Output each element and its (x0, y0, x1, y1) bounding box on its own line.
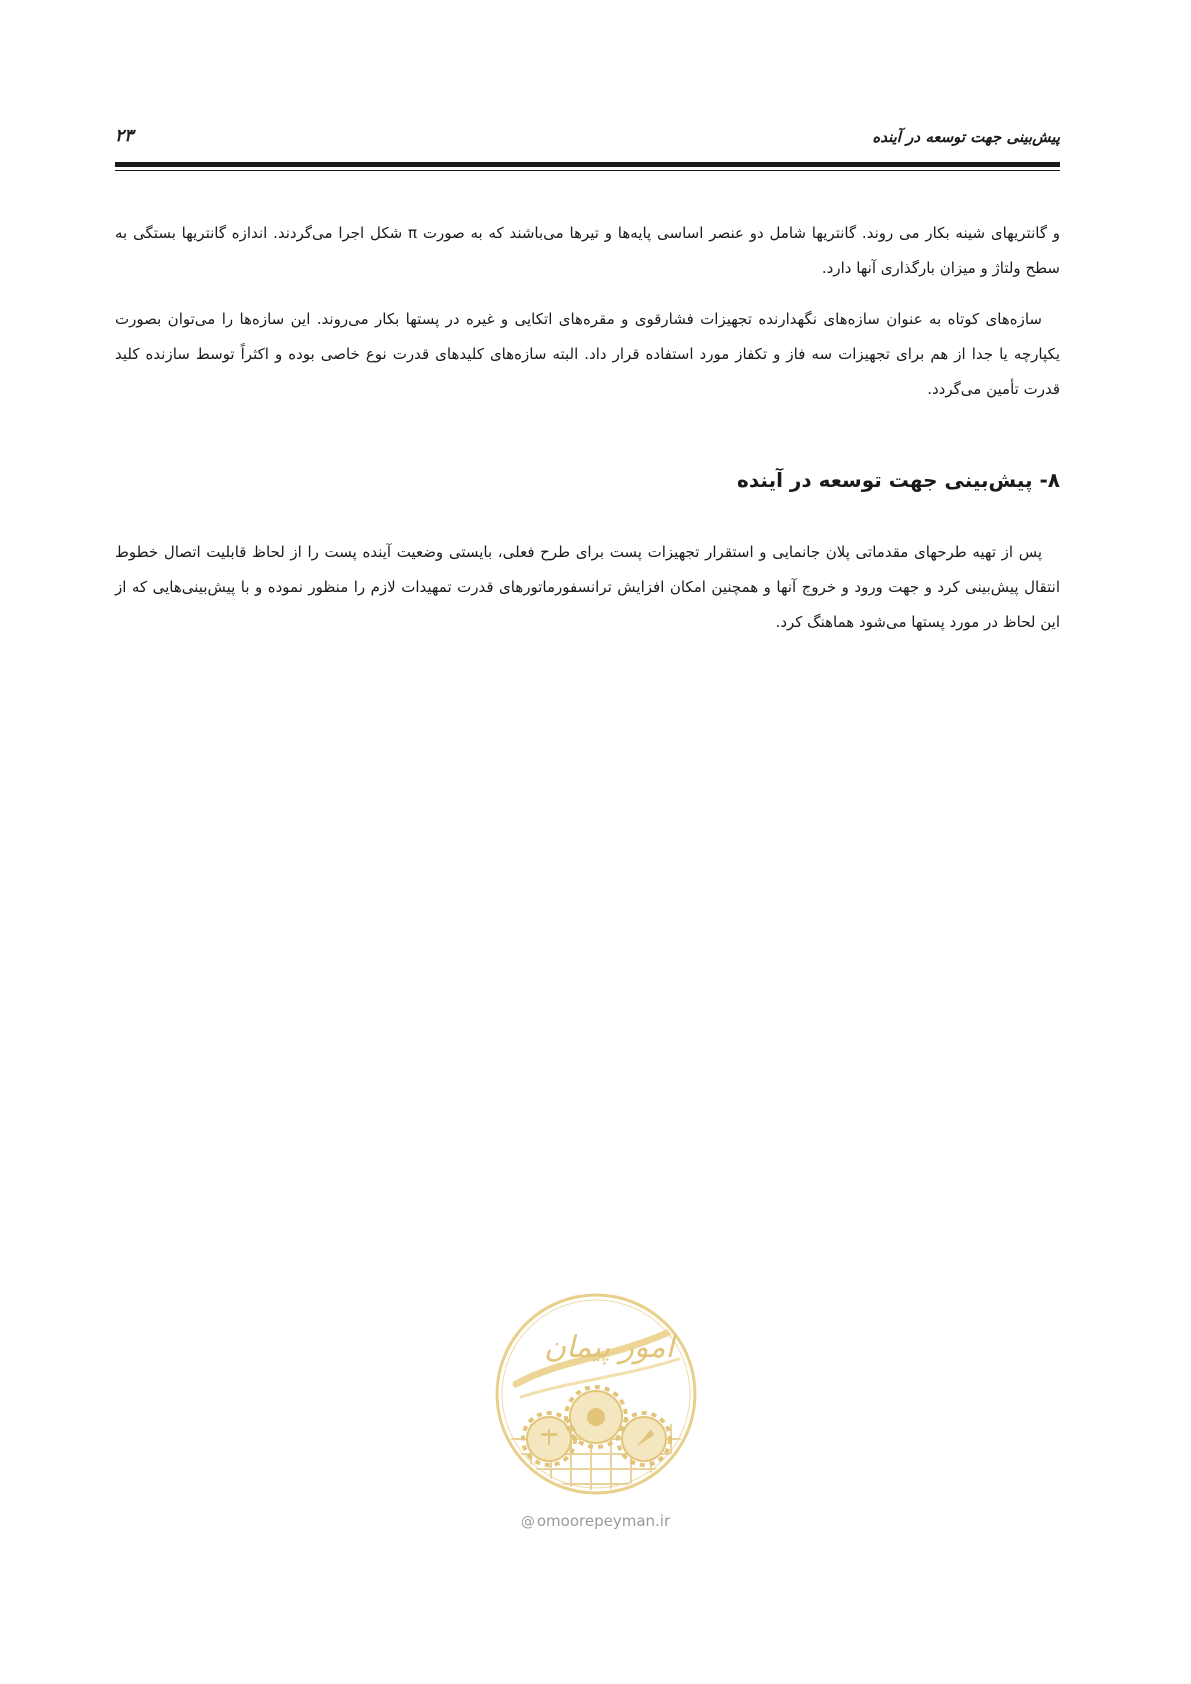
paragraph-short-structures: سازه‌های کوتاه به عنوان سازه‌های نگهدارنده تجهیزات فشارقوی و مقره‌های اتکایی و غیره در پستها بکار می‌روند. این سازه‌ها را می‌توان بصورت یکپارچه یا جدا از هم برای تجهیزات سه فاز و تکفاز مورد استفاده قرار داد. البته سازه‌های کلیدهای قدرت نوع خاصی بوده و اکثراً توسط سازنده کلید قدرت تأمین می‌گردد. (115, 310, 1060, 398)
watermark-caption (0, 1512, 1191, 1530)
running-header (115, 128, 1060, 158)
page-number: ۲۳ (115, 126, 134, 146)
section-heading: ۸- پیش‌بینی جهت توسعه در آینده (737, 468, 1060, 492)
paragraph-future-expansion: پس از تهیه طرحهای مقدماتی پلان جانمایی و استقرار تجهیزات پست برای طرح فعلی، بایستی وضعیت آینده پست را از لحاظ قابلیت اتصال خطوط انتقال پیش‌بینی کرد و جهت ورود و خروج آنها و همچنین امکان افزایش ترانسفورماتورهای قدرت تمهیدات لازم را منظور نموده و با پیش‌بینی‌هایی که از این لحاظ در مورد پستها می‌شود هماهنگ کرد. (115, 543, 1060, 631)
running-title: پیش‌بینی جهت توسعه در آینده (872, 128, 1060, 146)
watermark-logo (491, 1289, 701, 1499)
header-rule-thin (115, 170, 1060, 171)
paragraph-gantry-intro: و گانتریهای شینه بکار می روند. گانتریها شامل دو عنصر اساسی پایه‌ها و تیرها می‌باشند که به صورت π شکل اجرا می‌گردند. اندازه گانتریها بستگی به سطح ولتاژ و میزان بارگذاری آنها دارد. (115, 224, 1060, 277)
logo-text: امور پیمان (544, 1330, 674, 1365)
header-rule-thick (115, 162, 1060, 167)
watermark-url: omoorepeyman.ir (536, 1512, 671, 1530)
at-icon: @ (520, 1514, 535, 1530)
